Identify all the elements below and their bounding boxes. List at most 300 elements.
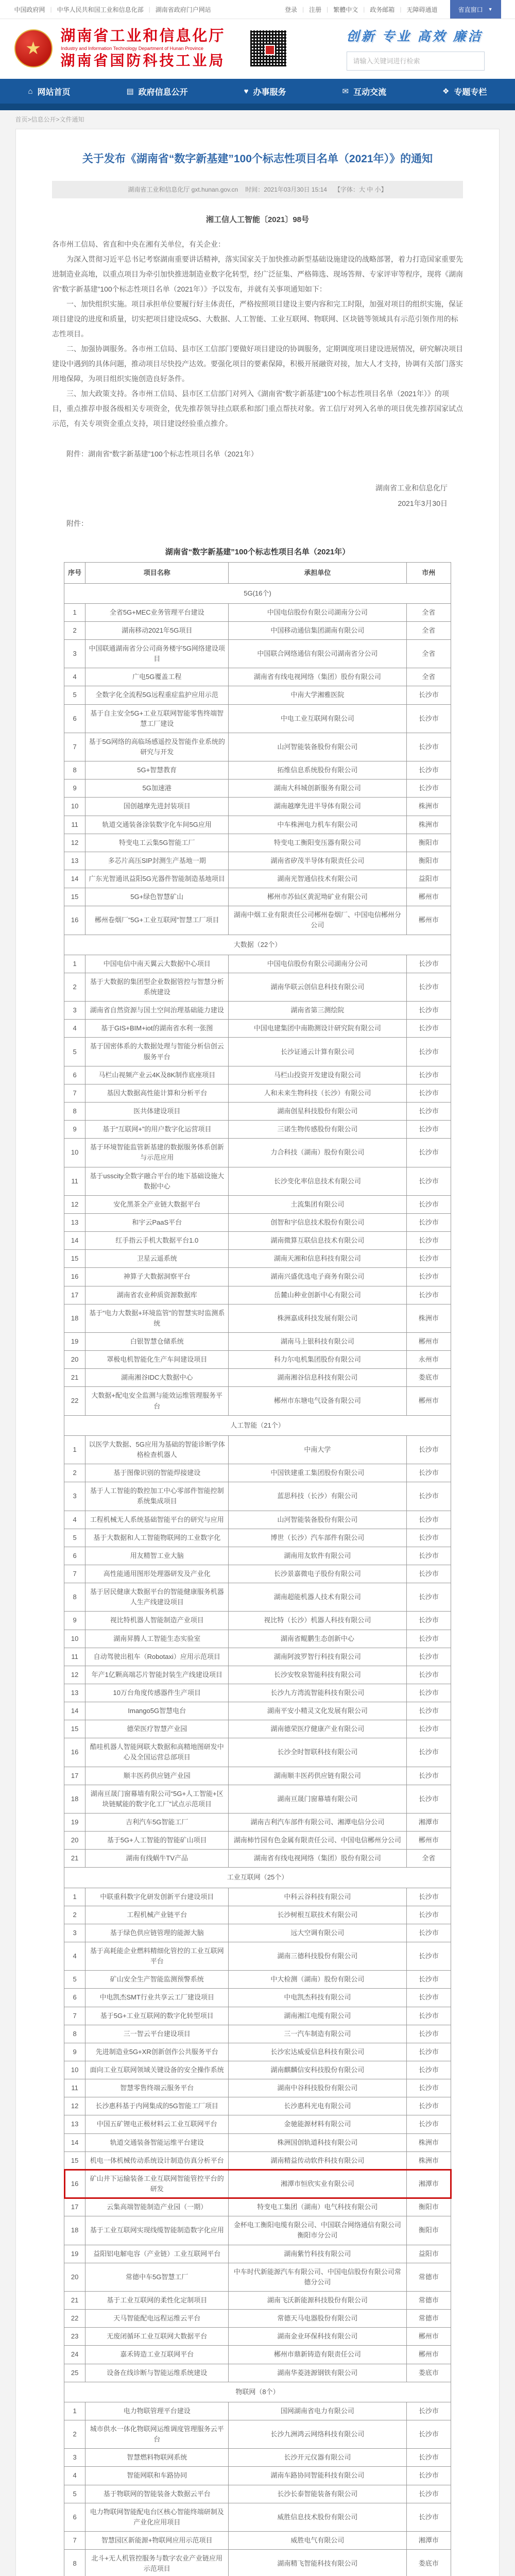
- cell-organization: 山河智能装备股份有限公司: [229, 1511, 406, 1529]
- cell-project-name: 基于绿色供应链管理的能源大脑: [85, 1924, 229, 1942]
- cell-city: 益阳市: [406, 2245, 451, 2263]
- nav-item-home[interactable]: [28, 86, 70, 97]
- cell-project-name: 基于GIS+BIM+iot的湖南省水利一张图: [85, 1020, 229, 1038]
- cell-city: 长沙市: [406, 1648, 451, 1666]
- cell-organization: 湖南飞沃新能源科技股份有限公司: [229, 2291, 406, 2309]
- topbar-link[interactable]: 中华人民共和国工业和信息化部: [57, 5, 144, 14]
- table-row: [64, 2328, 451, 2346]
- cell-city: 长沙市: [406, 2025, 451, 2043]
- cell-organization: 长沙九方湾流智能科技有限公司: [229, 1684, 406, 1702]
- table-row: [64, 2133, 451, 2151]
- cell-organization: 湖南精飞智能科技有限公司: [229, 2550, 406, 2576]
- cell-city: 长沙市: [406, 1547, 451, 1565]
- signature-block: [52, 480, 448, 511]
- signature-org: 湖南省工业和信息化厅: [52, 480, 448, 496]
- cell-project-name: 基于“电力大数据+环境监管”的智慧实时监测系统: [85, 1304, 229, 1332]
- nav-item-info[interactable]: [126, 86, 187, 97]
- table-row-highlighted: [64, 2170, 451, 2198]
- document-number: 湘工信人工智能〔2021〕98号: [52, 214, 463, 225]
- article-paragraph: 为深入贯彻习近平总书记考察湖南重要讲话精神，落实国家关于加快推动新型基础设施建设的战略部署，着力打造国家重要先进制造业高地，以重点项目为牵引加快推进制造业数字化转型，经广泛征集、严格筛选、现场答辩、专家评审等程序，现将《湖南省“数字新基建”100个标志性项目名单（2021年）》予以发布，并就有关事项通知如下：: [52, 252, 463, 297]
- cell-city: 长沙市: [406, 2115, 451, 2133]
- topbar-link[interactable]: 繁體中文: [333, 5, 358, 14]
- cell-no: 23: [64, 2328, 85, 2346]
- cell-no: 1: [64, 1888, 85, 1906]
- cell-city: 全省: [406, 640, 451, 668]
- table-row: [64, 2151, 451, 2170]
- table-row: [64, 1832, 451, 1850]
- table-row: [64, 1630, 451, 1648]
- separator: |: [50, 6, 52, 13]
- cell-organization: 长沙开元仪器有限公司: [229, 2449, 406, 2467]
- document-icon: ▤: [126, 87, 133, 96]
- cell-organization: 特变电工衡阳变压器有限公司: [229, 834, 406, 852]
- cell-organization: 湖南吉利汽车部件有限公司、湘潭电信分公司: [229, 1814, 406, 1832]
- cell-organization: 湖南阿波罗智行科技有限公司: [229, 1648, 406, 1666]
- cell-city: 郴州市: [406, 1387, 451, 1415]
- cell-project-name: 多芯片高压SIP封测生产基地一期: [85, 852, 229, 870]
- cell-city: 衡阳市: [406, 2216, 451, 2245]
- table-row: [64, 2291, 451, 2309]
- cell-project-name: 全省5G+MEC业务管理平台建设: [85, 603, 229, 621]
- cell-no: 9: [64, 1121, 85, 1139]
- cell-project-name: 马栏山视频产业云4K及8K制作底座项目: [85, 1066, 229, 1084]
- home-icon: ⌂: [28, 87, 32, 96]
- cell-city: 株洲市: [406, 1304, 451, 1332]
- nav-item-label: 网站首页: [38, 86, 71, 97]
- org-name-en: Industry and Information Technology Department of Hunan Province: [61, 46, 212, 51]
- cell-project-name: 以医学大数据、5G应用为基础的智能诊断学体格检查机器人: [85, 1435, 229, 1464]
- cell-project-name: 基于大数据和人工智能物联网的工业数字化: [85, 1529, 229, 1547]
- cell-city: 长沙市: [406, 1971, 451, 1989]
- cell-organization: 湖南湘谷信息科技有限公司: [229, 1369, 406, 1387]
- table-row: [64, 1583, 451, 1612]
- table-row: [64, 1167, 451, 1195]
- nav-item-label: 互动交流: [353, 86, 386, 97]
- cell-city: 长沙市: [406, 2420, 451, 2448]
- cell-city: 长沙市: [406, 1529, 451, 1547]
- cell-city: 常德市: [406, 2263, 451, 2291]
- cell-no: 15: [64, 2151, 85, 2170]
- cell-organization: 威胜信息技术股份有限公司: [229, 2503, 406, 2531]
- cell-city: 长沙市: [406, 779, 451, 798]
- cell-city: 长沙市: [406, 1286, 451, 1304]
- caret-down-icon: ▼: [488, 7, 493, 12]
- cell-project-name: 吉利汽车5G智能工厂: [85, 1814, 229, 1832]
- cell-no: 9: [64, 779, 85, 798]
- nav-item-service[interactable]: [244, 86, 286, 97]
- cell-city: 长沙市: [406, 686, 451, 704]
- cell-project-name: 基于工业互联网实现线缆智能制造数字化应用: [85, 2216, 229, 2245]
- cell-organization: 长沙变化率信息技术有限公司: [229, 1167, 406, 1195]
- cell-organization: 株洲嘉成科技发展有限公司: [229, 1304, 406, 1332]
- cell-no: 5: [64, 1038, 85, 1066]
- topbar-left-links: [14, 5, 211, 14]
- article-paragraph: 各市州工信局、省直和中央在湘有关单位，有关企业：: [52, 237, 463, 252]
- cell-project-name: 工程机械无人系统基础智能平台的研究与应用: [85, 1511, 229, 1529]
- cell-organization: 长沙惠科光电有限公司: [229, 2097, 406, 2115]
- cell-no: 14: [64, 1232, 85, 1250]
- cell-project-name: 广电5G覆盖工程: [85, 668, 229, 686]
- separator: |: [400, 6, 401, 13]
- cell-organization: 马栏山投资开发建设有限公司: [229, 1066, 406, 1084]
- cell-no: 2: [64, 1464, 85, 1482]
- cell-project-name: 机电一体机械传动系统设计制造仿真分析平台: [85, 2151, 229, 2170]
- cell-project-name: 5G加速港: [85, 779, 229, 798]
- table-row: [64, 1464, 451, 1482]
- cell-no: 16: [64, 2170, 85, 2198]
- table-section-row: [64, 935, 451, 955]
- cell-no: 4: [64, 668, 85, 686]
- cell-organization: 中科云谷科技有限公司: [229, 1888, 406, 1906]
- cell-city: 长沙市: [406, 1989, 451, 2007]
- article-card: [15, 129, 500, 2576]
- article-body: [52, 237, 463, 431]
- table-row: [64, 1268, 451, 1286]
- cell-project-name: 面向工业互联网领域关键设备的安全操作系统: [85, 2061, 229, 2079]
- cell-organization: 湖南用友软件有限公司: [229, 1547, 406, 1565]
- cell-organization: 中国铁建重工集团股份有限公司: [229, 1464, 406, 1482]
- cell-project-name: 高性能通用图形处理器研发及产业化: [85, 1565, 229, 1583]
- cell-organization: 湖南华菱涟源钢铁有限公司: [229, 2364, 406, 2382]
- cell-no: 5: [64, 1971, 85, 1989]
- cell-city: 湘潭市: [406, 1814, 451, 1832]
- cell-organization: 拓维信息系统股份有限公司: [229, 761, 406, 779]
- cell-project-name: 神算子大数据洞察平台: [85, 1268, 229, 1286]
- table-section-label: 5G(16个): [64, 583, 451, 603]
- search-input[interactable]: [347, 52, 485, 71]
- cell-no: 17: [64, 1286, 85, 1304]
- cell-organization: 长沙长泰智能装备有限公司: [229, 2485, 406, 2503]
- separator: |: [302, 6, 304, 13]
- cell-organization: 湖南三德科技股份有限公司: [229, 1942, 406, 1971]
- cell-no: 18: [64, 1304, 85, 1332]
- cell-no: 4: [64, 1942, 85, 1971]
- slogan: 创新 专业 高效 廉洁: [347, 26, 501, 45]
- cell-organization: 株洲国创轨道科技有限公司: [229, 2133, 406, 2151]
- table-row: [64, 2346, 451, 2364]
- table-row: [64, 816, 451, 834]
- cell-organization: 湖南光智通信技术有限公司: [229, 870, 406, 888]
- cell-city: 长沙市: [406, 2079, 451, 2097]
- table-row: [64, 1002, 451, 1020]
- portal-window-button[interactable]: [450, 0, 501, 19]
- article-meta-bar: [52, 181, 463, 198]
- topbar-link[interactable]: 注册: [309, 5, 321, 14]
- table-row: [64, 1547, 451, 1565]
- cell-no: 14: [64, 2133, 85, 2151]
- cell-no: 25: [64, 2364, 85, 2382]
- meta-source-site: 湖南省工业和信息化厅 gxt.hunan.gov.cn: [128, 185, 238, 194]
- topbar-link[interactable]: 登录: [285, 5, 297, 14]
- table-section-row: [64, 2382, 451, 2402]
- nav-accent-strip: [0, 104, 515, 110]
- cell-city: 衡阳市: [406, 852, 451, 870]
- table-row: [64, 779, 451, 798]
- table-row: [64, 1066, 451, 1084]
- cell-city: 长沙市: [406, 2043, 451, 2061]
- table-row: [64, 2097, 451, 2115]
- table-row: [64, 1084, 451, 1102]
- cell-city: 永州市: [406, 1351, 451, 1369]
- cell-organization: 威胜电气有限公司: [229, 2531, 406, 2549]
- cell-no: 5: [64, 2485, 85, 2503]
- cell-organization: 中电工业互联网有限公司: [229, 704, 406, 733]
- table-section-label: 大数据（22个）: [64, 935, 451, 955]
- table-row: [64, 1785, 451, 1813]
- cell-organization: 国网湖南省电力有限公司: [229, 2402, 406, 2420]
- col-header-city: 市州: [406, 562, 451, 583]
- table-row: [64, 1332, 451, 1350]
- cell-project-name: 用友精智工业大脑: [85, 1547, 229, 1565]
- topbar-link[interactable]: 中国政府网: [14, 5, 45, 14]
- cell-no: 13: [64, 852, 85, 870]
- topbar-link[interactable]: 湖南省政府门户网站: [156, 5, 211, 14]
- cell-no: 9: [64, 2043, 85, 2061]
- nav-item-label: 政府信息公开: [139, 86, 188, 97]
- table-row: [64, 1814, 451, 1832]
- cell-no: 4: [64, 2467, 85, 2485]
- cell-organization: 湖南华联云创信息科技有限公司: [229, 973, 406, 1001]
- cell-organization: 长沙景嘉微电子股份有限公司: [229, 1565, 406, 1583]
- cell-city: 长沙市: [406, 1482, 451, 1511]
- cell-project-name: 5G+绿色智慧矿山: [85, 888, 229, 906]
- service-heart-icon: ♥: [244, 87, 249, 96]
- cell-no: 10: [64, 2061, 85, 2079]
- cell-city: 长沙市: [406, 2485, 451, 2503]
- cell-project-name: 自动驾驶出租车（Robotaxi）应用示范项目: [85, 1648, 229, 1666]
- cell-organization: 湖南省第三测绘院: [229, 1002, 406, 1020]
- cell-no: 19: [64, 1814, 85, 1832]
- cell-organization: 湖南大科城创新服务有限公司: [229, 779, 406, 798]
- nav-item-special[interactable]: [442, 86, 487, 97]
- table-row: [64, 1738, 451, 1767]
- cell-city: 长沙市: [406, 955, 451, 973]
- cell-project-name: 湖南省自然资源与国土空间治理基础能力建设: [85, 1002, 229, 1020]
- cell-organization: 湖南超能机器人技术有限公司: [229, 1583, 406, 1612]
- table-row: [64, 761, 451, 779]
- cell-project-name: 特变电工云集5G智能工厂: [85, 834, 229, 852]
- cell-project-name: 基因大数据高性能计算和分析平台: [85, 1084, 229, 1102]
- project-table: [64, 562, 451, 2576]
- cell-organization: 湖南顺丰医药供应链有限公司: [229, 1767, 406, 1785]
- cell-no: 17: [64, 2198, 85, 2216]
- cell-city: 长沙市: [406, 1139, 451, 1167]
- cell-organization: 中车时代新能源汽车有限公司、中国电信股份有限公司常德分公司: [229, 2263, 406, 2291]
- cell-city: 长沙市: [406, 1583, 451, 1612]
- cell-no: 19: [64, 2245, 85, 2263]
- cell-city: 株洲市: [406, 798, 451, 816]
- cell-project-name: 5G+智慧教育: [85, 761, 229, 779]
- table-row: [64, 2263, 451, 2291]
- cell-no: 14: [64, 1702, 85, 1720]
- table-row: [64, 798, 451, 816]
- table-row: [64, 1511, 451, 1529]
- cell-organization: 郴州市东塘电气设备有限公司: [229, 1387, 406, 1415]
- breadcrumb[interactable]: 首页>信息公开>文件通知: [14, 110, 501, 128]
- table-row: [64, 621, 451, 639]
- table-row: [64, 2420, 451, 2448]
- cell-city: 郴州市: [406, 888, 451, 906]
- cell-city: 益阳市: [406, 870, 451, 888]
- cell-organization: 湖南省矽茂半导体有限责任公司: [229, 852, 406, 870]
- cell-city: 长沙市: [406, 2097, 451, 2115]
- cell-organization: 常德天马电器股份有限公司: [229, 2310, 406, 2328]
- article-paragraph: 一、加快组织实施。项目承担单位要履行好主体责任，严格按照项目建设主要内容和完工时限，加强对项目的组织实施，保证项目建设的进度和质量，切实把项目建设成5G、大数据、人工智能、工业互联网、物联网、区块链等领域具有示范引领作用的标志性项目。: [52, 297, 463, 342]
- table-row: [64, 733, 451, 761]
- cell-organization: 湖南麒麟信安科技股份有限公司: [229, 2061, 406, 2079]
- cell-no: 18: [64, 2216, 85, 2245]
- cell-organization: 三一汽车制造有限公司: [229, 2025, 406, 2043]
- meta-font-size-control[interactable]: 【字体：大 中 小】: [334, 185, 387, 194]
- cell-no: 16: [64, 1738, 85, 1767]
- cell-no: 19: [64, 1332, 85, 1350]
- table-row: [64, 1387, 451, 1415]
- table-row: [64, 1888, 451, 1906]
- cell-project-name: 轨道交通装备涂装数字化车间5G应用: [85, 816, 229, 834]
- cell-city: 长沙市: [406, 1167, 451, 1195]
- cell-organization: 湖南中谷科技股份有限公司: [229, 2079, 406, 2097]
- table-row: [64, 2531, 451, 2549]
- table-row: [64, 2485, 451, 2503]
- cell-no: 3: [64, 2449, 85, 2467]
- cell-project-name: 智能网联和车路协同: [85, 2467, 229, 2485]
- cell-no: 1: [64, 955, 85, 973]
- cell-no: 2: [64, 2420, 85, 2448]
- cell-no: 6: [64, 1989, 85, 2007]
- table-row: [64, 1121, 451, 1139]
- cell-no: 8: [64, 2550, 85, 2576]
- org-name-cn: 湖南省工业和信息化厅: [61, 28, 226, 45]
- cell-project-name: 中联重科数字化研发创新平台建设项目: [85, 1888, 229, 1906]
- cell-project-name: 基于usscity全数字融合平台的地下基础设施大数据中心: [85, 1167, 229, 1195]
- topbar-link[interactable]: 政务邮箱: [370, 5, 394, 14]
- nav-item-label: 办事服务: [253, 86, 286, 97]
- cell-city: 长沙市: [406, 1020, 451, 1038]
- cell-city: 长沙市: [406, 1002, 451, 1020]
- cell-city: 株洲市: [406, 816, 451, 834]
- cell-project-name: 年产1亿颗高端芯片智能封装生产线建设项目: [85, 1666, 229, 1684]
- cell-project-name: 10万台角度传感器件生产项目: [85, 1684, 229, 1702]
- cell-project-name: 白银智慧仓储系统: [85, 1332, 229, 1350]
- cell-city: 长沙市: [406, 1942, 451, 1971]
- cell-city: 全省: [406, 603, 451, 621]
- table-row: [64, 1666, 451, 1684]
- cell-organization: 中国移动通信集团湖南有限公司: [229, 621, 406, 639]
- cell-city: 长沙市: [406, 1906, 451, 1924]
- separator: |: [327, 6, 328, 13]
- cell-organization: 中国电信股份有限公司湖南分公司: [229, 603, 406, 621]
- portal-window-label: 省直窗口: [458, 5, 483, 14]
- table-title: 湖南省“数字新基建”100个标志性项目名单（2021年）: [52, 546, 463, 557]
- table-row: [64, 668, 451, 686]
- table-row: [64, 1139, 451, 1167]
- cell-city: 长沙市: [406, 1666, 451, 1684]
- table-row: [64, 1020, 451, 1038]
- cell-city: 长沙市: [406, 2061, 451, 2079]
- table-row: [64, 2216, 451, 2245]
- table-row: [64, 2449, 451, 2467]
- cell-no: 3: [64, 1002, 85, 1020]
- cell-city: 长沙市: [406, 2402, 451, 2420]
- cell-organization: 创智和宇信息技术股份有限公司: [229, 1213, 406, 1231]
- page-title: 关于发布《湖南省“数字新基建”100个标志性项目名单（2021年）》的通知: [52, 151, 463, 167]
- table-row: [64, 1942, 451, 1971]
- cell-project-name: 湖南移动2021年5G项目: [85, 621, 229, 639]
- cell-project-name: 全数字化全流程5G远程重症监护应用示范: [85, 686, 229, 704]
- cell-city: 长沙市: [406, 1103, 451, 1121]
- cell-no: 12: [64, 2097, 85, 2115]
- table-row: [64, 2198, 451, 2216]
- cell-no: 13: [64, 1213, 85, 1231]
- cell-organization: 湖南湘江电缆有限公司: [229, 2007, 406, 2025]
- cell-project-name: 医共体建设项目: [85, 1103, 229, 1121]
- cell-organization: 长沙证通云计算有限公司: [229, 1038, 406, 1066]
- national-emblem-icon: [14, 29, 53, 67]
- table-row: [64, 2550, 451, 2576]
- meta-time: 时间：2021年03月30日 15:14: [245, 185, 327, 194]
- cell-organization: 湖南亘晟门窗幕墙有限公司: [229, 1785, 406, 1813]
- cell-city: 湘潭市: [406, 2170, 451, 2198]
- cell-organization: 长沙宏达威爱信息科技有限公司: [229, 2043, 406, 2061]
- cell-organization: 湖南兴盛优选电子商务有限公司: [229, 1268, 406, 1286]
- table-row: [64, 2025, 451, 2043]
- cell-project-name: 基于高耗能企业燃料精细化管控的工业互联网平台: [85, 1942, 229, 1971]
- cell-no: 13: [64, 1684, 85, 1702]
- table-row: [64, 852, 451, 870]
- cell-organization: 长沙树根互联技术有限公司: [229, 1906, 406, 1924]
- cell-project-name: 北斗+无人机管控服务与数字农业产业链应用示范项目: [85, 2550, 229, 2576]
- cell-organization: 湖南马上银科技有限公司: [229, 1332, 406, 1350]
- cell-city: 长沙市: [406, 1232, 451, 1250]
- cell-city: 长沙市: [406, 1066, 451, 1084]
- cell-no: 16: [64, 906, 85, 935]
- cell-city: 娄底市: [406, 2550, 451, 2576]
- cell-project-name: 红手指云手机大数据平台1.0: [85, 1232, 229, 1250]
- cell-city: 长沙市: [406, 1924, 451, 1942]
- cell-project-name: 基于5G网络的高临场感遥控及智能作业系统的研究与开发: [85, 733, 229, 761]
- topbar-link[interactable]: 无障碍通道: [407, 5, 438, 14]
- cell-organization: 中国电建集团中南勘测设计研究院有限公司: [229, 1020, 406, 1038]
- cell-no: 7: [64, 733, 85, 761]
- cell-city: 长沙市: [406, 1565, 451, 1583]
- cell-no: 20: [64, 2263, 85, 2291]
- table-row: [64, 1304, 451, 1332]
- cell-city: 株洲市: [406, 2133, 451, 2151]
- cell-organization: 力合科技（湖南）股份有限公司: [229, 1139, 406, 1167]
- cell-project-name: 城市供水一体化物联网运维调度管理服务云平台: [85, 2420, 229, 2448]
- cell-project-name: 基于国密体系的大数据处理与智能分析信创云服务平台: [85, 1038, 229, 1066]
- cell-project-name: 智慧燃料物联网系统: [85, 2449, 229, 2467]
- cell-no: 7: [64, 1565, 85, 1583]
- cell-organization: 远大空调有限公司: [229, 1924, 406, 1942]
- col-header-no: 序号: [64, 562, 85, 583]
- table-row: [64, 2115, 451, 2133]
- cell-no: 2: [64, 1906, 85, 1924]
- cell-project-name: 工程机械产业链平台: [85, 1906, 229, 1924]
- table-row: [64, 1435, 451, 1464]
- layers-icon: ❖: [442, 87, 449, 96]
- topbar-right: [285, 0, 501, 19]
- nav-item-interact[interactable]: [342, 86, 386, 97]
- article-paragraph: 三、加大政策支持。各市州工信局、县市区工信部门对列入《湖南省“数字新基建”100个标志性项目名单（2021年）》的项目，重点推荐申报各级相关专项资金，优先推荐领导挂点联系和部门重点帮扶对象。省工信厅对列入名单的项目优先推荐国家试点示范，有关专项资金重点支持，项目建设经验重点推介。: [52, 386, 463, 431]
- table-section-label: 物联网（8个）: [64, 2382, 451, 2402]
- cell-organization: 湖南越摩先进半导体有限公司: [229, 798, 406, 816]
- table-row: [64, 1924, 451, 1942]
- table-row: [64, 1702, 451, 1720]
- cell-project-name: 安化黑茶全产业链大数据平台: [85, 1195, 229, 1213]
- cell-no: 6: [64, 2503, 85, 2531]
- cell-organization: 中国联合网络通信有限公司湖南省分公司: [229, 640, 406, 668]
